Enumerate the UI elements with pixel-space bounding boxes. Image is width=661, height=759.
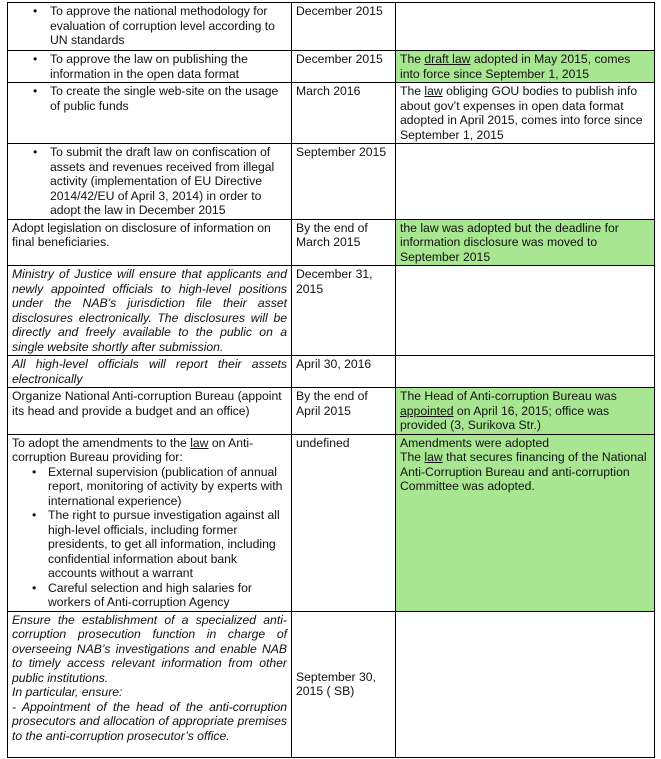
measure-cell — [8, 144, 292, 220]
law-link[interactable]: law — [424, 84, 443, 98]
status-text: The law that secures financing of the National Anti-Corruption Bureau and anti-corruption Committee was adopted. — [400, 450, 647, 493]
list-item: • External supervision (publication of annual report, monitoring of activity by experts with international experience) — [48, 465, 287, 509]
measure-bullet: • To approve the law on publishing the information in the open data format — [50, 52, 287, 81]
measure-cell: All high-level officials will report their assets electronically — [8, 356, 292, 388]
measure-bullet: • To create the single web-site on the usage of public funds — [50, 84, 287, 113]
table-row — [8, 388, 655, 435]
draft-law-link[interactable]: draft law — [424, 52, 471, 66]
measure-cell — [8, 3, 292, 51]
deadline-cell: By the end of April 2015 — [292, 388, 396, 435]
table-row — [8, 3, 655, 51]
table-row — [8, 611, 655, 757]
status-cell — [396, 434, 655, 611]
deadline-cell: December 2015 — [292, 51, 396, 83]
table-row — [8, 51, 655, 83]
deadline-cell: September 2015 — [292, 144, 396, 220]
deadline-cell: December 2015 — [292, 3, 396, 51]
status-text: Amendments were adopted — [400, 435, 550, 450]
status-text: obliging GOU bodies to publish info about gov’t expenses in open data format adopted in April 2015, comes into force since September 1, 2015 — [400, 84, 643, 142]
status-text: The Head of Anti-corruption Bureau was — [400, 389, 617, 403]
status-cell: the law was adopted but the deadline for information disclosure was moved to September 2015 — [396, 219, 655, 266]
status-cell — [396, 611, 655, 757]
measure-cell — [8, 51, 292, 83]
anticorruption-measures-table — [7, 2, 655, 758]
measure-paragraph: - Appointment of the head of the anti-corruption prosecutors and allocation of appropriate premises to the anti-corruption prosecutor’s office. — [12, 699, 287, 743]
measure-paragraph: Ensure the establishment of a specialized anti-corruption prosecution function in charge of overseeing NAB’s investigations and enable NAB to timely access relevant information from other public institutions. — [12, 612, 287, 685]
measure-cell: Ministry of Justice will ensure that applicants and newly appointed officials to high-level positions under the NAB’s jurisdiction file their asset disclosures electronically. The disclosures will be directly and freely available to the public on a single website shortly after submission. — [8, 266, 292, 356]
measure-bullet: • To submit the draft law on confiscation of assets and revenues received from illegal activity (implementation of EU Directive 2014/42/EU of April 3, 2014) in order to adopt the law in December 2015 — [50, 145, 287, 218]
list-item: • The right to pursue investigation against all high-level officials, including former presidents, to get all information, including confidential information about bank accounts without a warrant — [48, 508, 287, 581]
list-item: • Careful selection and high salaries for workers of Anti-corruption Agency — [48, 581, 287, 610]
status-text: The — [400, 84, 425, 98]
status-cell — [396, 388, 655, 435]
measure-cell: Adopt legislation on disclosure of information on final beneficiaries. — [8, 219, 292, 266]
deadline-cell: By the end of March 2015 — [292, 219, 396, 266]
table-row — [8, 144, 655, 220]
measure-cell — [8, 434, 292, 611]
status-text: adopted in May 2015, comes into force since September 1, 2015 — [400, 52, 631, 81]
measure-cell — [8, 611, 292, 757]
document-page — [7, 2, 655, 758]
deadline-cell: December 31, 2015 — [292, 266, 396, 356]
measure-intro: To adopt the amendments to the law on Anti-corruption Bureau providing for: — [12, 435, 254, 464]
status-text: The — [400, 52, 425, 66]
measure-bullet: • To approve the national methodology for evaluation of corruption level according to UN standards — [50, 4, 287, 48]
measure-cell — [8, 83, 292, 144]
deadline-cell: September 30, 2015 ( SB) — [292, 611, 396, 757]
law-link[interactable]: law — [424, 450, 443, 464]
table-row — [8, 83, 655, 144]
appointed-link[interactable]: appointed — [400, 403, 454, 418]
table-row — [8, 356, 655, 388]
status-text: on April 16, 2015; office was provided (3, Surikova Str.) — [400, 403, 610, 432]
table-row — [8, 219, 655, 266]
measure-paragraph: In particular, ensure: — [12, 685, 123, 699]
status-cell — [396, 51, 655, 83]
provisions-list — [12, 465, 287, 610]
deadline-cell: March 2016 — [292, 83, 396, 144]
deadline-cell: undefined — [292, 434, 396, 611]
measure-cell: Organize National Anti-corruption Bureau (appoint its head and provide a budget and an office) — [8, 388, 292, 435]
status-cell — [396, 3, 655, 51]
deadline-cell: April 30, 2016 — [292, 356, 396, 388]
table-row — [8, 266, 655, 356]
status-cell — [396, 83, 655, 144]
table-row — [8, 434, 655, 611]
status-cell — [396, 266, 655, 356]
status-cell — [396, 144, 655, 220]
status-cell — [396, 356, 655, 388]
law-link[interactable]: law — [190, 435, 209, 450]
